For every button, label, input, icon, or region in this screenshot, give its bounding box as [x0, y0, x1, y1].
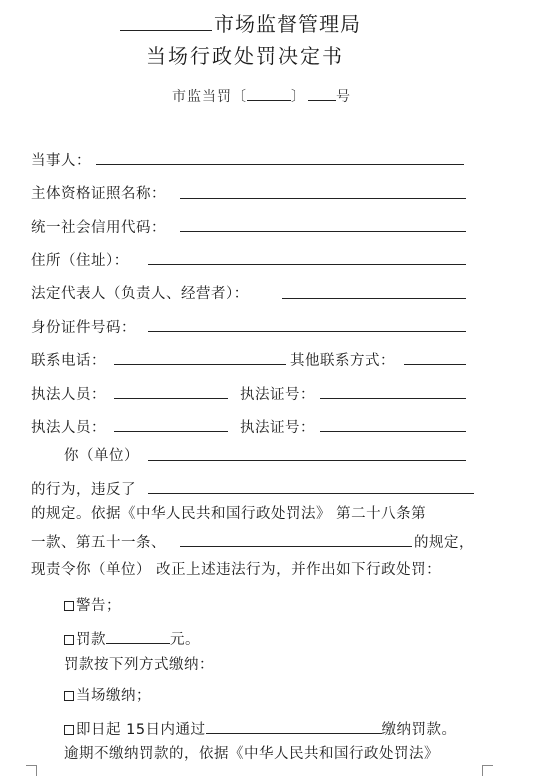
cert-no-1-label: 执法证号： — [240, 387, 315, 403]
party-field[interactable] — [96, 164, 464, 165]
you-unit-label: 你（单位） — [64, 448, 139, 464]
doc-no-mid: 〕 — [291, 89, 306, 105]
doc-no-number-blank[interactable] — [308, 88, 336, 101]
phone-label: 联系电话： — [31, 353, 106, 369]
article-line-prefix: 一款、第五十一条、 — [31, 535, 166, 551]
payment-channel-field[interactable] — [206, 721, 382, 734]
legal-rep-field[interactable] — [282, 298, 466, 299]
qualification-label: 主体资格证照名称： — [31, 186, 166, 202]
cert-no-1-field[interactable] — [320, 398, 466, 399]
document-title: 当场行政处罚决定书 — [146, 44, 344, 68]
fine-amount-field[interactable] — [106, 631, 170, 644]
doc-no-suffix: 号 — [336, 89, 351, 105]
option-onsite-label: 当场缴纳； — [76, 688, 151, 704]
cert-no-2-field[interactable] — [320, 431, 466, 432]
checkbox-icon[interactable] — [64, 725, 74, 735]
id-number-field[interactable] — [148, 331, 466, 332]
officer-1-label: 执法人员： — [31, 387, 106, 403]
order-text: 现责令你（单位） 改正上述违法行为，并作出如下行政处罚： — [31, 562, 442, 578]
violated-law-field[interactable] — [148, 493, 474, 494]
address-label: 住所（住址）： — [31, 253, 129, 269]
legal-basis-text: 的规定。依据《中华人民共和国行政处罚法》 第二十八条第 — [31, 506, 427, 522]
party-label: 当事人： — [31, 153, 91, 169]
option-fine[interactable] — [64, 628, 200, 649]
article-line-suffix: 的规定， — [414, 535, 474, 551]
id-number-label: 身份证件号码： — [31, 320, 136, 336]
legal-rep-label: 法定代表人（负责人、经营者）： — [31, 286, 249, 302]
option-warning[interactable] — [64, 594, 121, 615]
address-field[interactable] — [148, 264, 466, 265]
cert-no-2-label: 执法证号： — [240, 420, 315, 436]
agency-blank[interactable] — [120, 30, 212, 31]
document-number — [172, 86, 351, 106]
other-contact-label: 其他联系方式： — [290, 353, 395, 369]
additional-basis-field[interactable] — [180, 546, 412, 547]
doc-no-year-blank[interactable] — [247, 88, 291, 101]
officer-1-field[interactable] — [114, 398, 228, 399]
agency-title: 市场监督管理局 — [214, 12, 361, 36]
checkbox-icon[interactable] — [64, 635, 74, 645]
page-corner-bottom-left — [26, 765, 37, 776]
option-fine-suffix: 元。 — [170, 632, 200, 648]
option-warning-label: 警告； — [76, 598, 121, 614]
violation-line-label: 的行为，违反了 — [31, 482, 136, 498]
option-fine-prefix: 罚款 — [76, 632, 106, 648]
checkbox-icon[interactable] — [64, 691, 74, 701]
officer-2-field[interactable] — [114, 431, 228, 432]
qualification-field[interactable] — [180, 198, 466, 199]
phone-field[interactable] — [114, 364, 286, 365]
other-contact-field[interactable] — [404, 364, 466, 365]
checkbox-icon[interactable] — [64, 601, 74, 611]
overdue-text: 逾期不缴纳罚款的，依据《中华人民共和国行政处罚法》 — [64, 746, 439, 762]
violation-description-field[interactable] — [148, 460, 466, 461]
credit-code-field[interactable] — [180, 231, 466, 232]
option-onsite[interactable] — [64, 684, 151, 705]
option-within-days[interactable] — [64, 718, 457, 739]
doc-no-prefix: 市监当罚〔 — [172, 89, 247, 105]
option-within-suffix: 缴纳罚款。 — [381, 722, 457, 738]
page-corner-bottom-right — [482, 765, 493, 776]
option-within-prefix: 即日起 15日内通过 — [76, 722, 206, 738]
payment-method-label: 罚款按下列方式缴纳： — [64, 657, 214, 673]
credit-code-label: 统一社会信用代码： — [31, 220, 166, 236]
officer-2-label: 执法人员： — [31, 420, 106, 436]
